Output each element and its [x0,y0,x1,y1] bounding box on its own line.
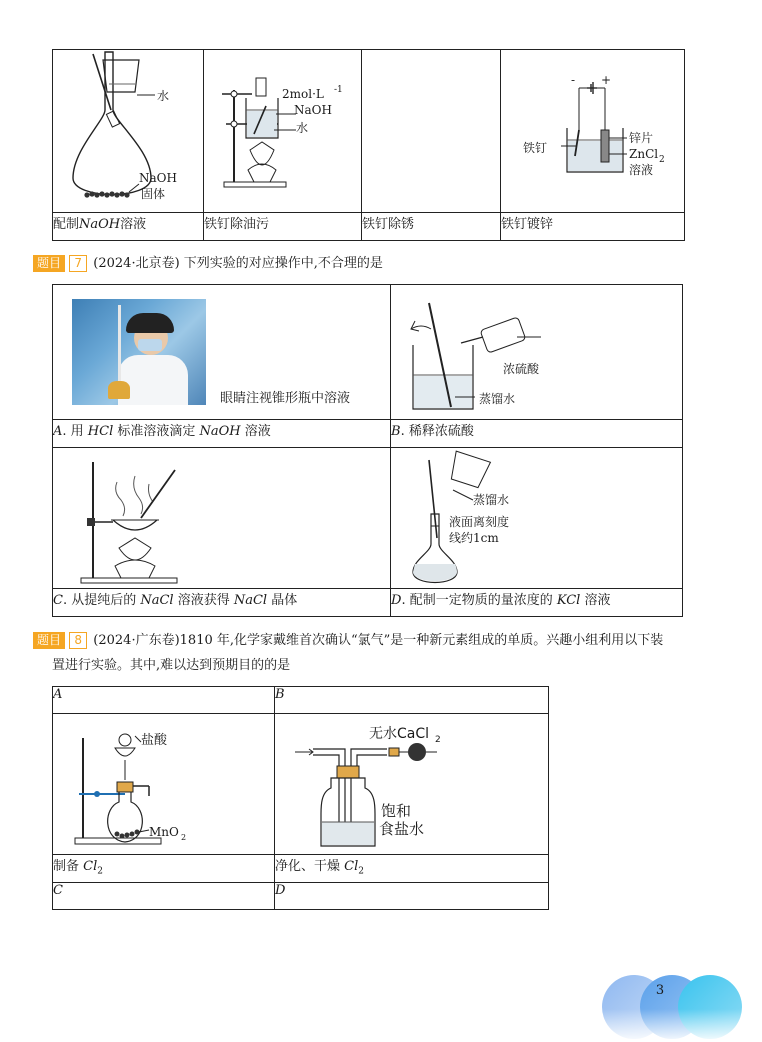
evaporation-figure [53,448,390,588]
label-mno2-sub: 2 [181,833,187,842]
q7-heading [33,255,383,273]
label-brine: 食盐水 [379,820,425,838]
label-anhydrous-cacl2: 无水CaCl [369,726,430,742]
q7-caption-b: B. 稀释浓硫酸 [391,420,683,448]
label-conc-sulfuric-acid: 浓硫酸 [503,362,540,376]
q6-figure-a [53,50,204,213]
label-minus: - [571,73,576,87]
q8-line2: 置进行实验。其中,难以达到预期目的的是 [52,658,291,673]
label-d-line1: 液面离刻度 [449,515,510,529]
q7-figure-c [53,448,391,589]
label-solid: 固体 [141,187,166,201]
q8-tag: 题目 [33,632,65,649]
label-d-line2: 线约1cm [449,531,499,545]
q7-figure-a [53,285,391,420]
label-distilled-water: 蒸馏水 [479,392,516,406]
dilute-acid-figure [391,285,682,419]
q8-caption-b: 净化、干燥 $Cl_2$ [275,855,549,883]
q7-caption-a: A. 用 HCl 标准溶液滴定 NaOH 溶液 [53,420,391,448]
label-mno2: MnO [149,825,179,839]
q6-figure-d [501,50,685,213]
chlorine-generator-figure [53,714,274,854]
page-number-ornament [600,975,762,1042]
q8-table [52,686,549,910]
q8-header-b: B [275,687,549,714]
page-number: 3 [655,983,665,998]
label-water-2: 水 [296,121,309,135]
label-solution: 溶液 [629,163,654,177]
label-naoh: NaOH [139,171,177,185]
label-water: 水 [157,89,170,103]
volumetric-flask-figure [53,50,203,212]
q6-figure-b [204,50,362,213]
label-hydrochloric-acid: 盐酸 [141,733,168,748]
label-plus: + [601,73,612,87]
q6-caption-a: 配制NaOH溶液 [53,213,204,241]
q8-line1: (2024·广东卷)1810 年,化学家戴维首次确认“氯气”是一种新元素组成的单质。兴趣小组利用以下装 [93,633,664,648]
label-iron-nail: 铁钉 [523,141,548,155]
q8-header-a: A [53,687,275,714]
q6-caption-c: 铁钉除锈 [362,213,501,241]
q7-table [52,284,683,617]
q7-figure-b [391,285,683,420]
q8-figure-a [53,714,275,855]
q8-number: 8 [69,632,87,649]
q7-figure-d [391,448,683,589]
purify-dry-figure [275,714,548,854]
label-cacl2-sub: 2 [435,735,441,745]
volumetric-transfer-figure [391,448,682,588]
q7-number: 7 [69,255,87,272]
q8-heading [33,632,663,650]
q6-table [52,49,685,241]
q7-caption-c: C. 从提纯后的 NaCl 溶液获得 NaCl 晶体 [53,589,391,617]
label-concentration: 2mol·L [282,87,324,101]
q8-figure-b [275,714,549,855]
q6-figure-c-empty [362,50,501,213]
q7-tag: 题目 [33,255,65,272]
q8-header-d: D [275,883,549,910]
label-naoh-2: NaOH [294,103,332,117]
q7-text: (2024·北京卷) 下列实验的对应操作中,不合理的是 [93,256,383,271]
label-zncl: ZnCl [629,147,659,161]
titration-photo [72,299,206,405]
q8-caption-a: 制备 $Cl_2$ [53,855,275,883]
label-zinc-sheet: 锌片 [629,131,654,145]
label-zncl-sub: 2 [659,155,665,165]
q6-caption-d: 铁钉镀锌 [501,213,685,241]
label-concentration-exponent: -1 [334,85,343,95]
q7-caption-d: D. 配制一定物质的量浓度的 KCl 溶液 [391,589,683,617]
q8-header-c: C [53,883,275,910]
label-saturated: 饱和 [381,802,412,820]
electroplating-figure [501,50,684,212]
q6-caption-b: 铁钉除油污 [204,213,362,241]
label-d-distilled-water: 蒸馏水 [473,493,510,507]
beaker-heating-figure [204,50,361,212]
photo-caption: 眼睛注视锥形瓶中溶液 [220,391,351,406]
